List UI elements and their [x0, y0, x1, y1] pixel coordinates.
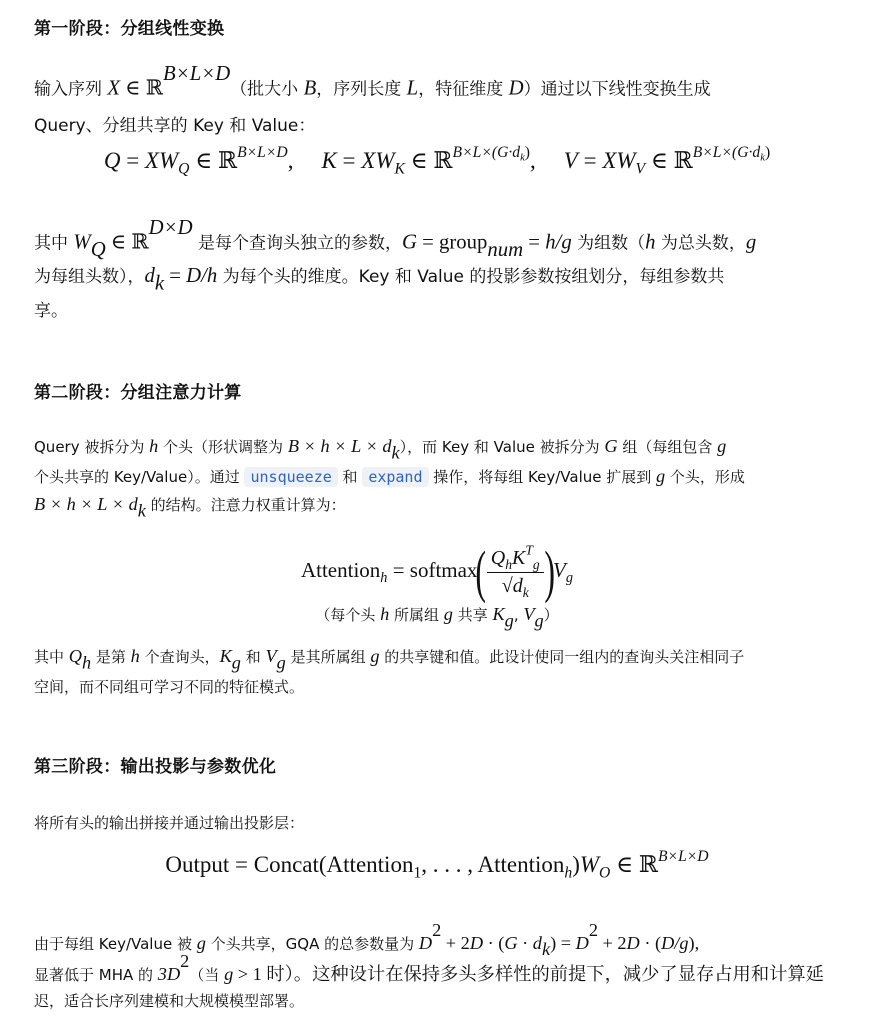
equation-attention: Attention$_h$ = softmax( $\frac{Q_hK^T_g}{√d_k}$ )$V_g$: [300, 539, 574, 605]
section1-heading: 第一阶段：分组线性变换: [34, 19, 225, 39]
section1-p2-line1: 其中 $W_Q$ ∈ ℝ$^{D\times D}$ 是每个查询头独立的参数，G = group$_{num}$ = h/g 为组数（h 为总头数，g: [34, 217, 757, 261]
section1-p2-line2: 为每组头数），$d_k = D/h$ 为每个头的维度。Key 和 Value 的投影参数按组划分，每组参数共: [34, 265, 725, 295]
code-unsqueeze: unsqueeze: [244, 467, 337, 487]
section1-p2-line3: 享。: [34, 301, 68, 321]
section3-heading: 第三阶段：输出投影与参数优化: [34, 757, 277, 777]
attention-caption: （每个头 h 所属组 g 共享 $K_g$, $V_g$）: [315, 604, 559, 631]
section3-p1: 将所有头的输出拼接并通过输出投影层：: [34, 814, 305, 832]
section3-p2-line1: 由于每组 Key/Value 被 g 个头共享，GQA 的总参数量为 $D^2 + 2D \cdot (G \cdot d_k) = D^2 + 2D \cdot (D/g)$,: [34, 920, 700, 960]
section2-heading: 第二阶段：分组注意力计算: [34, 383, 242, 403]
section1-p1-line2: Query、分组共享的 Key 和 Value：: [34, 116, 316, 136]
section2-p1-line1: Query 被拆分为 h 个头（形状调整为 $B \times h \times L \times d_k$），而 Key 和 Value 被拆分为 G 组（每组包含 g: [34, 436, 727, 463]
code-expand: expand: [362, 467, 428, 487]
section2-p2-line2: 空间，而不同组可学习不同的特征模式。: [34, 678, 305, 696]
section1-p1-line1: 输入序列 X ∈ ℝ$^{B\times L\times D}$（批大小 B，序列长度 L，特征维度 D）通过以下线性变换生成: [34, 63, 711, 100]
section3-p2-line2: 显著低于 MHA 的 $3D^2$（当 g > 1 时）。这种设计在保持多头多样性的前提下，减少了显存占用和计算延: [34, 951, 824, 984]
section2-p1-line3: $B \times h \times L \times d_k$ 的结构。注意力权重计算为：: [34, 494, 346, 521]
equation-qkv: $Q = XW_Q$ ∈ ℝ$^{B\times L\times D}$, $K = XW_K$ ∈ ℝ$^{B\times L\times(G\cdot d_k)}$, $V = XW_V$ ∈ ℝ$^{B\times L\times(G\cdot d_k)}$: [103, 144, 771, 178]
section3-p2-line3: 迟，适合长序列建模和大规模模型部署。: [34, 992, 305, 1010]
section2-p2-line1: 其中 $Q_h$ 是第 h 个查询头，$K_g$ 和 $V_g$ 是其所属组 g 的共享键和值。此设计使同一组内的查询头关注相同子: [34, 646, 745, 673]
section2-p1-line2: 个头共享的 Key/Value）。通过 unsqueeze 和 expand 操作，将每组 Key/Value 扩展到 g 个头，形成: [34, 466, 745, 486]
equation-output: Output = Concat(Attention$_1$, . . . , $Attention_h)W_O$ ∈ ℝ$^{B\times L\times D}$: [165, 848, 709, 882]
